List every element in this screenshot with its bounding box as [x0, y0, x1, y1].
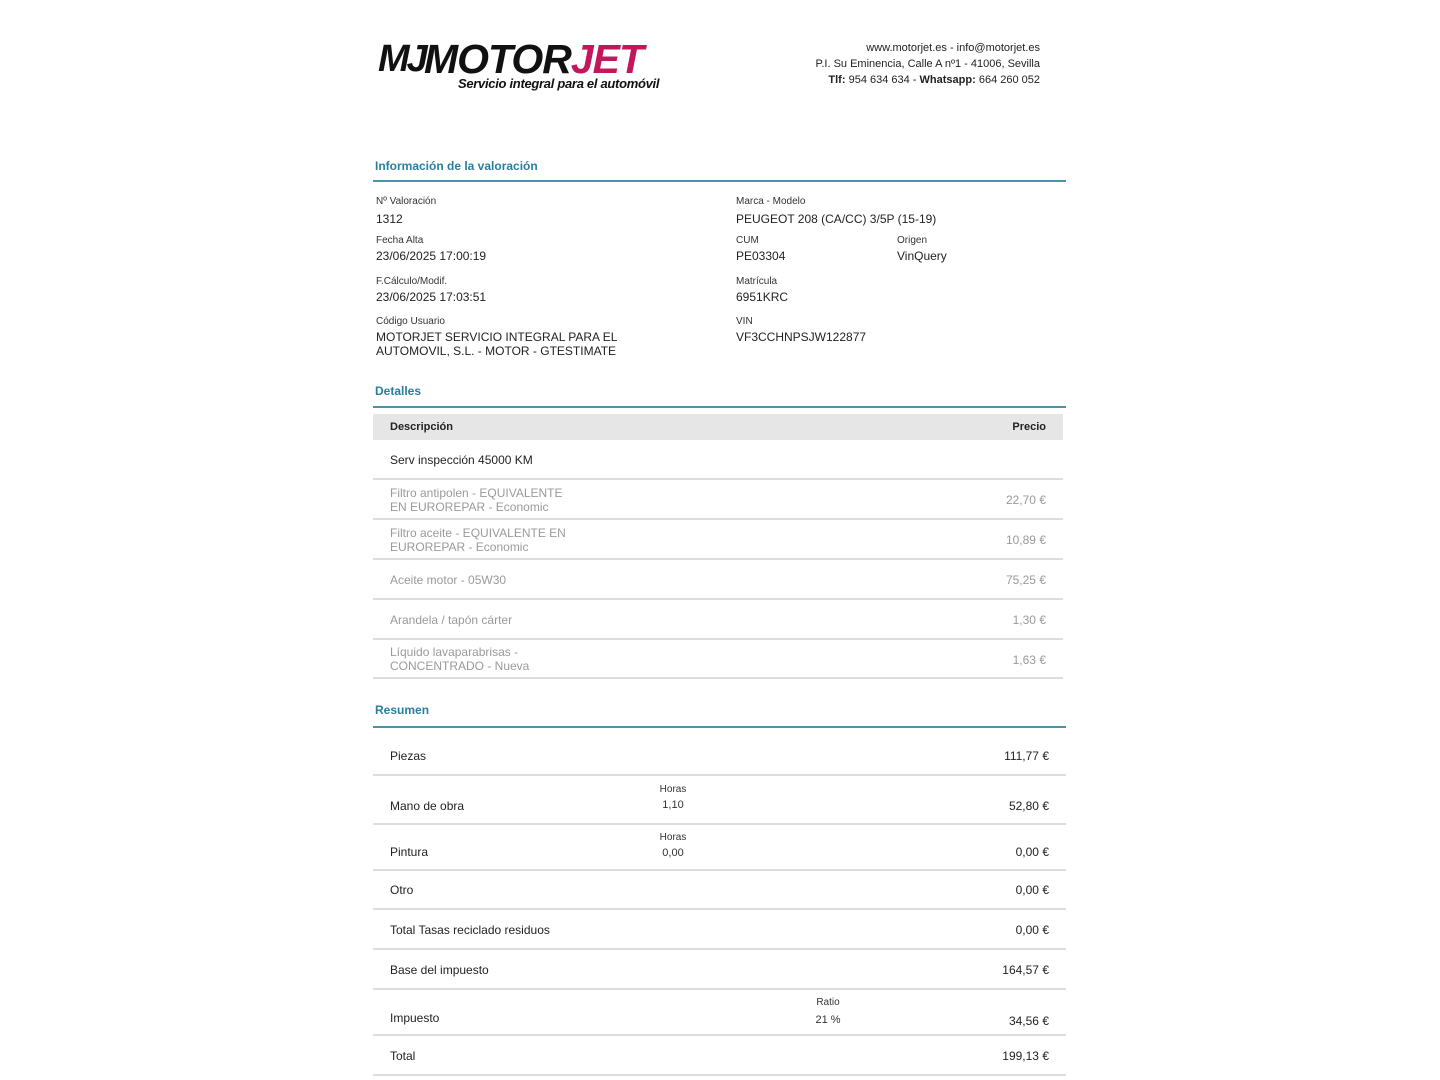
col-descripcion: Descripción	[390, 421, 453, 433]
item-description: Filtro antipolen - EQUIVALENTE EN EUROREPAR - Economic	[390, 486, 563, 514]
impuesto-value: 34,56 €	[1008, 1014, 1049, 1028]
table-row	[373, 600, 1063, 640]
f-calculo-value: 23/06/2025 17:03:51	[376, 290, 487, 304]
matricula-label: Matrícula	[736, 276, 778, 287]
table-row	[373, 520, 1063, 560]
vin-label: VIN	[736, 316, 753, 327]
total-value: 199,13 €	[1002, 1049, 1049, 1063]
mano-horas-label: Horas	[659, 784, 687, 795]
item-price: 22,70 €	[1005, 493, 1046, 507]
f-calculo-label: F.Cálculo/Modif.	[376, 276, 448, 287]
item-description: Líquido lavaparabrisas - CONCENTRADO - Nueva	[390, 645, 530, 673]
summary-section-title: Resumen	[375, 703, 430, 717]
codigo-usuario-value-2: AUTOMOVIL, S.L. - MOTOR - GTESTIMATE	[376, 344, 617, 358]
contact-info	[815, 40, 1040, 88]
info-section-title: Información de la valoración	[375, 159, 538, 173]
table-row	[373, 480, 1063, 520]
summary-row-tasas	[373, 910, 1066, 950]
n-valoracion-value: 1312	[376, 212, 403, 226]
mano-obra-value: 52,80 €	[1008, 799, 1049, 813]
contact-address: P.I. Su Eminencia, Calle A nº1 - 41006, Sevilla	[815, 58, 1040, 70]
service-description: Serv inspección 45000 KM	[390, 453, 533, 467]
matricula-value: 6951KRC	[736, 290, 789, 304]
n-valoracion-label: Nº Valoración	[376, 196, 437, 207]
base-label: Base del impuesto	[390, 963, 489, 977]
cum-label: CUM	[736, 235, 759, 246]
tasas-label: Total Tasas reciclado residuos	[390, 923, 550, 937]
service-row	[373, 440, 1063, 480]
item-description: Arandela / tapón cárter	[390, 613, 513, 627]
tasas-value: 0,00 €	[1015, 923, 1049, 937]
codigo-usuario-value-1: MOTORJET SERVICIO INTEGRAL PARA EL	[376, 330, 618, 344]
item-price: 1,30 €	[1012, 613, 1046, 627]
mano-horas-value: 1,10	[662, 799, 684, 811]
summary-row-impuesto	[373, 990, 1066, 1036]
logo-mark: MJ	[378, 38, 425, 80]
ratio-label: Ratio	[816, 997, 840, 1008]
marca-modelo-label: Marca - Modelo	[736, 196, 806, 207]
details-table-header	[373, 414, 1063, 440]
origen-value: VinQuery	[897, 249, 947, 263]
summary-row-pintura	[373, 825, 1066, 871]
ratio-value: 21 %	[815, 1014, 841, 1026]
motorjet-logo	[378, 36, 678, 96]
item-price: 75,25 €	[1005, 573, 1046, 587]
contact-phones: Tlf: 954 634 634 - Whatsapp: 664 260 052	[828, 74, 1040, 86]
codigo-usuario-label: Código Usuario	[376, 316, 445, 327]
base-value: 164,57 €	[1002, 963, 1049, 977]
logo-tagline: Servicio integral para el automóvil	[458, 76, 660, 91]
piezas-value: 111,77 €	[1004, 749, 1049, 763]
contact-web-email: www.motorjet.es - info@motorjet.es	[866, 42, 1040, 54]
pintura-horas-label: Horas	[659, 832, 687, 843]
impuesto-label: Impuesto	[390, 1011, 440, 1025]
item-description: Filtro aceite - EQUIVALENTE EN EUROREPAR - Economic	[390, 526, 566, 554]
fecha-alta-value: 23/06/2025 17:00:19	[376, 249, 487, 263]
pintura-value: 0,00 €	[1015, 845, 1049, 859]
cum-value: PE03304	[736, 249, 786, 263]
item-price: 10,89 €	[1005, 533, 1046, 547]
details-section-title: Detalles	[375, 384, 422, 398]
piezas-label: Piezas	[390, 749, 427, 763]
table-row	[373, 640, 1063, 679]
origen-label: Origen	[897, 235, 928, 246]
col-precio: Precio	[1012, 421, 1046, 433]
details-section-divider	[373, 406, 1066, 408]
item-description: Aceite motor - 05W30	[390, 573, 507, 587]
summary-row-total	[373, 1036, 1066, 1076]
pintura-horas-value: 0,00	[662, 847, 684, 859]
otro-value: 0,00 €	[1015, 883, 1049, 897]
summary-row-base	[373, 950, 1066, 990]
total-label: Total	[390, 1049, 416, 1063]
mano-obra-label: Mano de obra	[390, 799, 465, 813]
logo-wordmark: MOTORJET	[424, 36, 644, 82]
info-section-divider	[373, 180, 1066, 182]
vin-value: VF3CCHNPSJW122877	[736, 330, 867, 344]
fecha-alta-label: Fecha Alta	[376, 235, 424, 246]
item-price: 1,63 €	[1012, 653, 1046, 667]
summary-row-mano-obra	[373, 776, 1066, 825]
marca-modelo-value: PEUGEOT 208 (CA/CC) 3/5P (15-19)	[736, 212, 937, 226]
summary-row-piezas	[373, 728, 1066, 776]
summary-row-otro	[373, 871, 1066, 910]
table-row	[373, 560, 1063, 600]
pintura-label: Pintura	[390, 845, 429, 859]
otro-label: Otro	[390, 883, 414, 897]
